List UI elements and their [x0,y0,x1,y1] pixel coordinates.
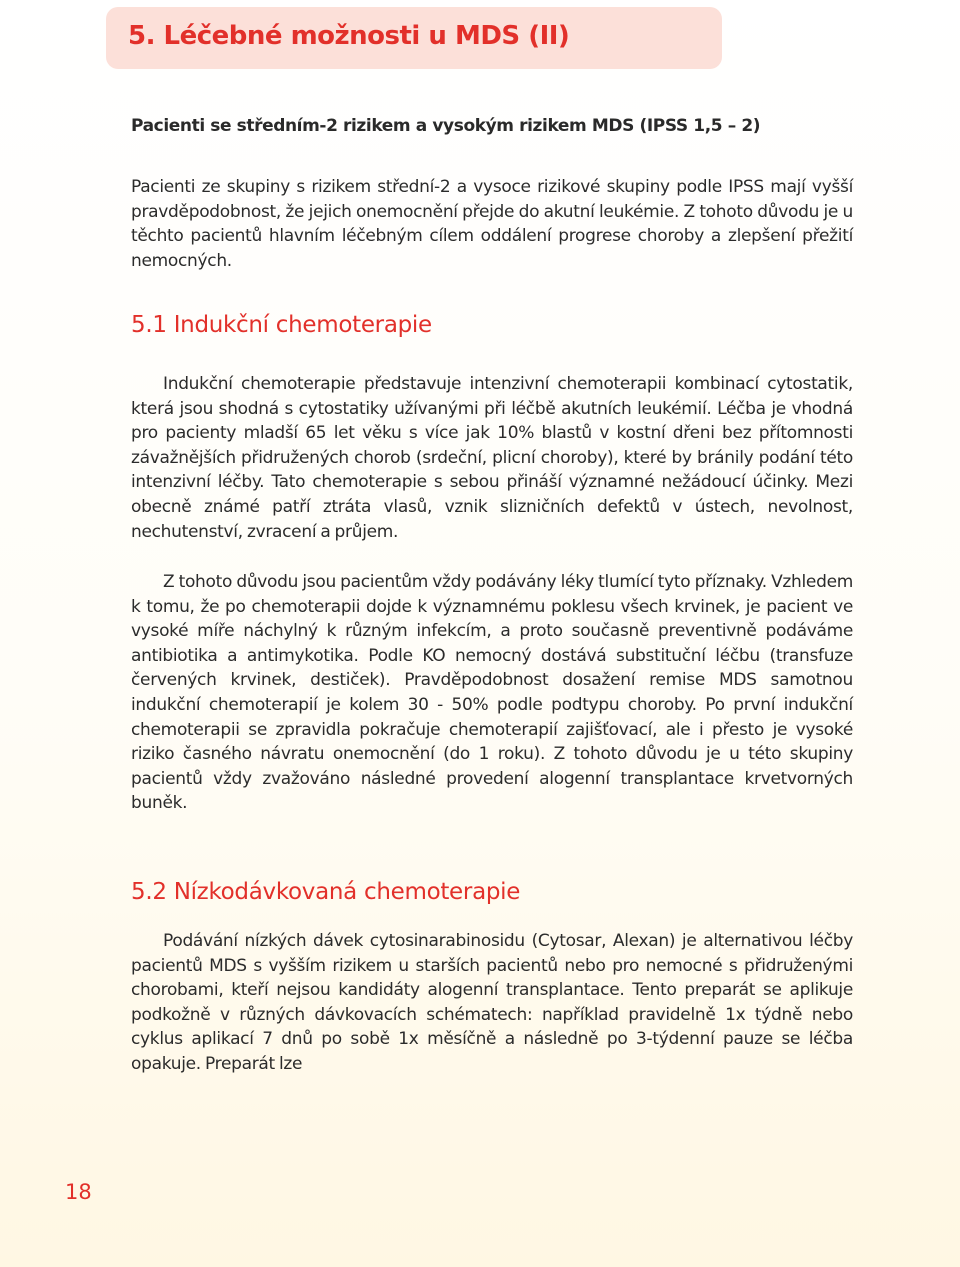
section-1-paragraph-1: Indukční chemoterapie představuje intenzivní chemoterapii kombinací cytostatik, která jsou shodná s cytostatiky užívanými při léčbě akutních leukémií. Léčba je vhodná pro pacienty mladší 65 let věku s více jak 10% blastů v kostní dřeni bez přítomnosti závažnějších přidružených chorob (srdeční, plicní choroby), které by bránily podání této intenzivní léčby. Tato chemoterapie s sebou přináší významné nežádoucí účinky. Mezi obecně známé patří ztráta vlasů, vznik slizničních defektů v ústech, nevolnost, nechutenství, zvracení a průjem. [131,374,853,542]
intro-paragraph: Pacienti ze skupiny s rizikem střední-2 a vysoce rizikové skupiny podle IPSS mají vyšší pravděpodobnost, že jejich onemocnění přejde do akutní leukémie. Z tohoto důvodu je u těchto pacientů hlavním léčebným cílem oddálení progrese choroby a zlepšení přežití nemocných. [131,177,853,271]
section-2-heading: 5.2 Nízkodávkovaná chemoterapie [131,879,521,905]
intro-heading: Pacienti se středním-2 rizikem a vysokým rizikem MDS (IPSS 1,5 – 2) [131,116,761,136]
section-1-paragraph-2: Z tohoto důvodu jsou pacientům vždy podávány léky tlumící tyto příznaky. Vzhledem k tomu, že po chemoterapii dojde k významnému poklesu všech krvinek, je pacient ve vysoké míře náchylný k různým infekcím, a proto současně preventivně podáváme antibiotika a antimykotika. Podle KO nemocný dostává substituční léčbu (transfuze červených krvinek, destiček). Pravděpodobnost dosažení remise MDS samotnou indukční chemoterapií je kolem 30 - 50% podle podtypu choroby. Po první indukční chemoterapii se zpravidla pokračuje chemoterapií zajišťovací, ale i přesto je vysoké riziko časného návratu onemocnění (do 1 roku). Z tohoto důvodu je u této skupiny pacientů vždy zvažováno následné provedení alogenní transplantace krvetvorných buněk. [131,572,853,814]
section-2-paragraph-1: Podávání nízkých dávek cytosinarabinosidu (Cytosar, Alexan) je alternativou léčby pacientů MDS s vyšším rizikem u starších pacientů nebo pro nemocné s přidruženými chorobami, kteří nejsou kandidáty alogenní transplantace. Tento preparát se aplikuje podkožně v různých dávkovacích schématech: například pravidelně 1x týdně nebo cyklus aplikací 7 dnů po sobě 1x měsíčně a následně po 3-týdenní pauze se léčba opakuje. Preparát lze [131,931,853,1074]
section-1-heading: 5.1 Indukční chemoterapie [131,312,432,338]
page-title: 5. Léčebné možnosti u MDS (II) [128,21,570,51]
title-banner [106,7,722,69]
page-number: 18 [65,1180,92,1204]
